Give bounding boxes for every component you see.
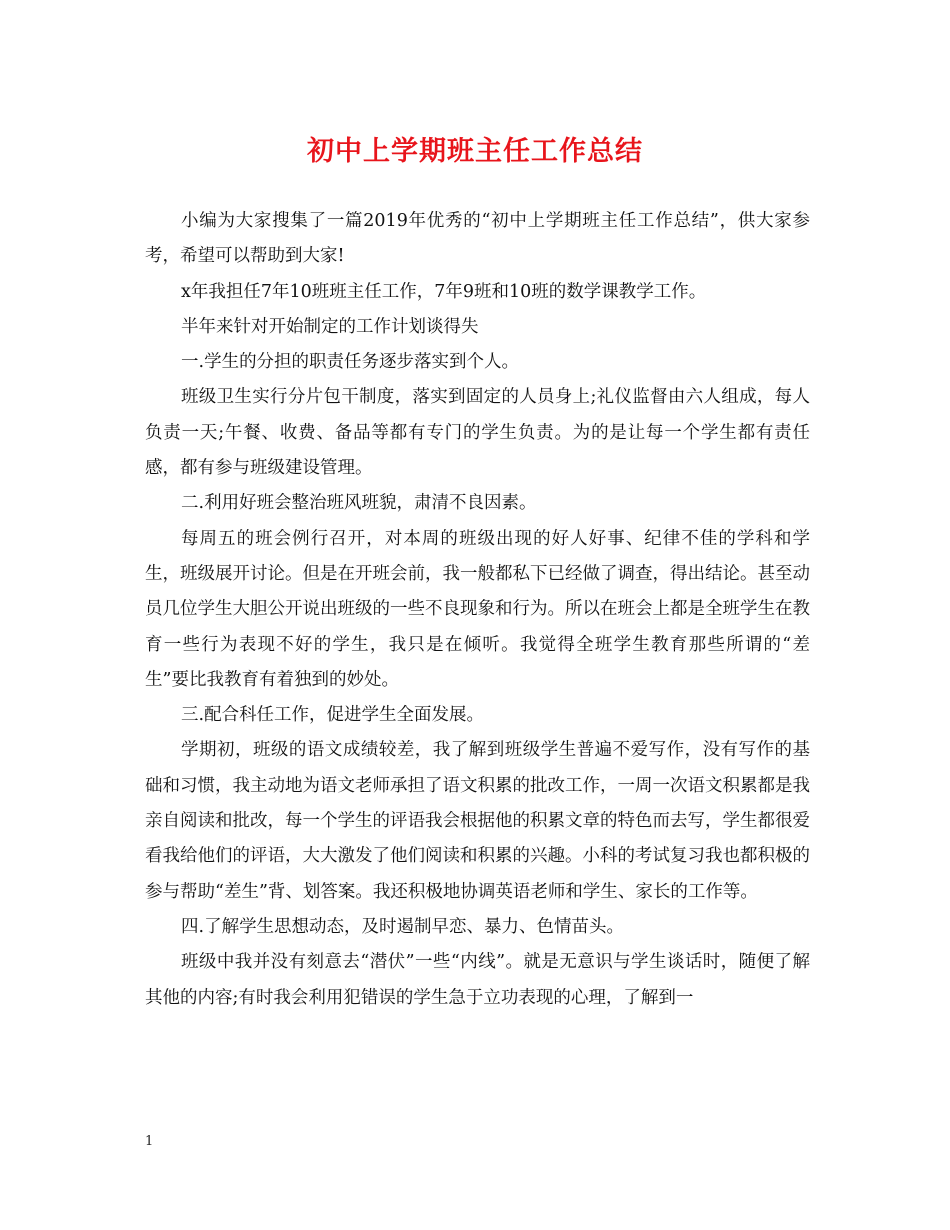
section-heading: 三.配合科任工作，促进学生全面发展。 (181, 705, 485, 726)
section-heading: 一.学生的分担的职责任务逐步落实到个人。 (181, 352, 520, 373)
section-heading: 二.利用好班会整治班风班貌，肃清不良因素。 (181, 493, 537, 514)
paragraph: 班级卫生实行分片包干制度，落实到固定的人员身上;礼仪监督由六人组成，每人负责一天;午餐、收费、备品等都有专门的学生负责。为的是让每一个学生都有责任感，都有参与班级建设管理。 (145, 387, 810, 479)
document-body (145, 204, 810, 1016)
paragraph: 学期初，班级的语文成绩较差，我了解到班级学生普遍不爱写作，没有写作的基础和习惯，我主动地为语文老师承担了语文积累的批改工作，一周一次语文积累都是我亲自阅读和批改，每一个学生的评语我会根据他的积累文章的特色而去写，学生都很爱看我给他们的评语，大大激发了他们阅读和积累的兴趣。小科的考试复习我也都积极的参与帮助“差生”背、划答案。我还积极地协调英语老师和学生、家长的工作等。 (145, 740, 810, 902)
paragraph: 班级中我并没有刻意去“潜伏”一些“内线”。就是无意识与学生谈话时，随便了解其他的内容;有时我会利用犯错误的学生急于立功表现的心理，了解到一 (145, 952, 810, 1008)
page-number: 1 (145, 1134, 154, 1149)
paragraph: 小编为大家搜集了一篇2019年优秀的“初中上学期班主任工作总结”，供大家参考，希望可以帮助到大家! (145, 211, 810, 267)
section-heading: 四.了解学生思想动态，及时遏制早恋、暴力、色情苗头。 (181, 916, 625, 937)
paragraph: 半年来针对开始制定的工作计划谈得失 (181, 316, 479, 337)
document-title: 初中上学期班主任工作总结 (307, 136, 643, 167)
paragraph: 每周五的班会例行召开，对本周的班级出现的好人好事、纪律不佳的学科和学生，班级展开讨论。但是在开班会前，我一般都私下已经做了调查，得出结论。甚至动员几位学生大胆公开说出班级的一些不良现象和行为。所以在班会上都是全班学生在教育一些行为表现不好的学生，我只是在倾听。我觉得全班学生教育那些所谓的“差生”要比我教育有着独到的妙处。 (145, 528, 810, 690)
paragraph: x年我担任7年10班班主任工作，7年9班和10班的数学课教学工作。 (181, 281, 707, 302)
